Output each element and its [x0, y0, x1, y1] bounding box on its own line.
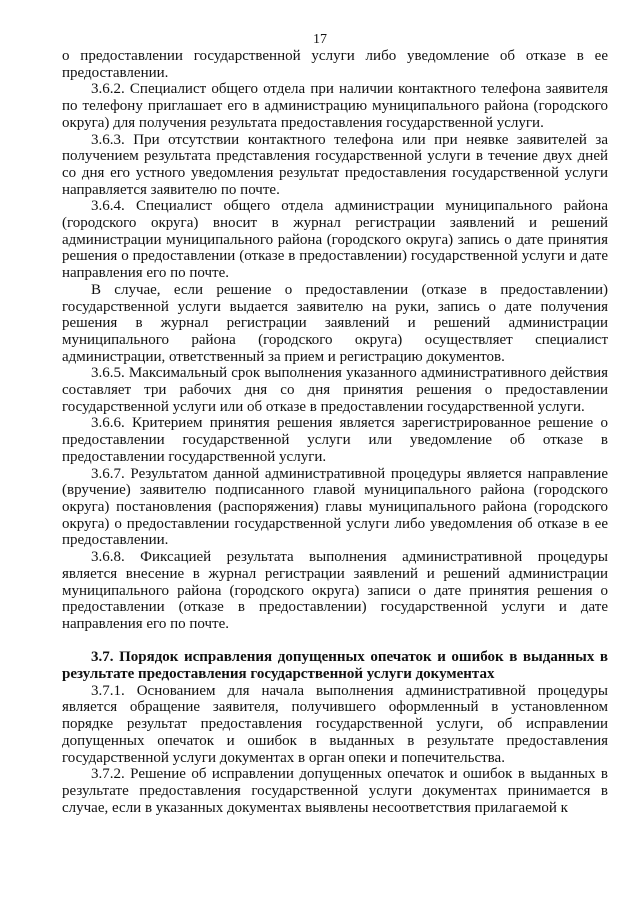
paragraph-3-6-3: 3.6.3. При отсутствии контактного телефона или при неявке заявителей за получением результата представления государственной услуги в течение двух дней со дня его устного уведомления результат предоставления государственной услуги направляется заявителю по почте.: [62, 131, 608, 198]
document-body: [62, 48, 608, 816]
paragraph-3-7-2: 3.7.2. Решение об исправлении допущенных опечаток и ошибок в выданных в результате предоставления государственной услуги документах принимается в случае, если в указанных документах выявлены несоответствия прилагаемой к: [62, 766, 608, 816]
paragraph-continuation: о предоставлении государственной услуги либо уведомление об отказе в ее предоставлении.: [62, 48, 608, 81]
paragraph-3-6-2: 3.6.2. Специалист общего отдела при наличии контактного телефона заявителя по телефону приглашает его в администрацию муниципального района (городского округа) для получения результата предоставления государственной услуги.: [62, 81, 608, 131]
paragraph-3-6-5: 3.6.5. Максимальный срок выполнения указанного административного действия составляет три рабочих дня со дня принятия решения о предоставлении государственной услуги или об отказе в предоставлении государственной услуги.: [62, 365, 608, 415]
paragraph-hand-delivery: В случае, если решение о предоставлении (отказе в предоставлении) государственной услуги выдается заявителю на руки, запись о дате получения решения в журнал регистрации заявлений и решений администрации муниципального района (городского округа) осуществляет специалист администрации, ответственный за прием и регистрацию документов.: [62, 281, 608, 365]
paragraph-3-7-1: 3.7.1. Основанием для начала выполнения административной процедуры является обращение заявителя, получившего оформленный в установленном порядке результат предоставления государственной услуги, об исправлении допущенных опечаток и ошибок в выданных в результате предоставления государственной услуги документах в орган опеки и попечительства.: [62, 682, 608, 766]
section-heading-3-7: 3.7. Порядок исправления допущенных опечаток и ошибок в выданных в результате предоставления государственной услуги документах: [62, 649, 608, 682]
paragraph-3-6-8: 3.6.8. Фиксацией результата выполнения административной процедуры является внесение в журнал регистрации заявлений и решений администрации муниципального района (городского округа) записи о дате принятия решения о предоставлении (отказе в предоставлении) государственной услуги и дате направления его по почте.: [62, 549, 608, 632]
page-number: 17: [313, 32, 327, 47]
paragraph-3-6-4: 3.6.4. Специалист общего отдела администрации муниципального района (городского округа) вносит в журнал регистрации заявлений и решений администрации муниципального района (городского округа) запись о дате принятия решения о предоставлении (отказе в предоставлении) государственной услуги и дате направления его по почте.: [62, 198, 608, 282]
paragraph-3-6-7: 3.6.7. Результатом данной административной процедуры является направление (вручение) заявителю подписанного главой муниципального района (городского округа) постановления (распоряжения) главы муниципального района (городского округа) о предоставлении государственной услуги либо уведомления об отказе в ее предоставлении.: [62, 465, 608, 549]
paragraph-3-6-6: 3.6.6. Критерием принятия решения является зарегистрированное решение о предоставлении государственной услуги или уведомление об отказе в предоставлении государственной услуги.: [62, 415, 608, 465]
